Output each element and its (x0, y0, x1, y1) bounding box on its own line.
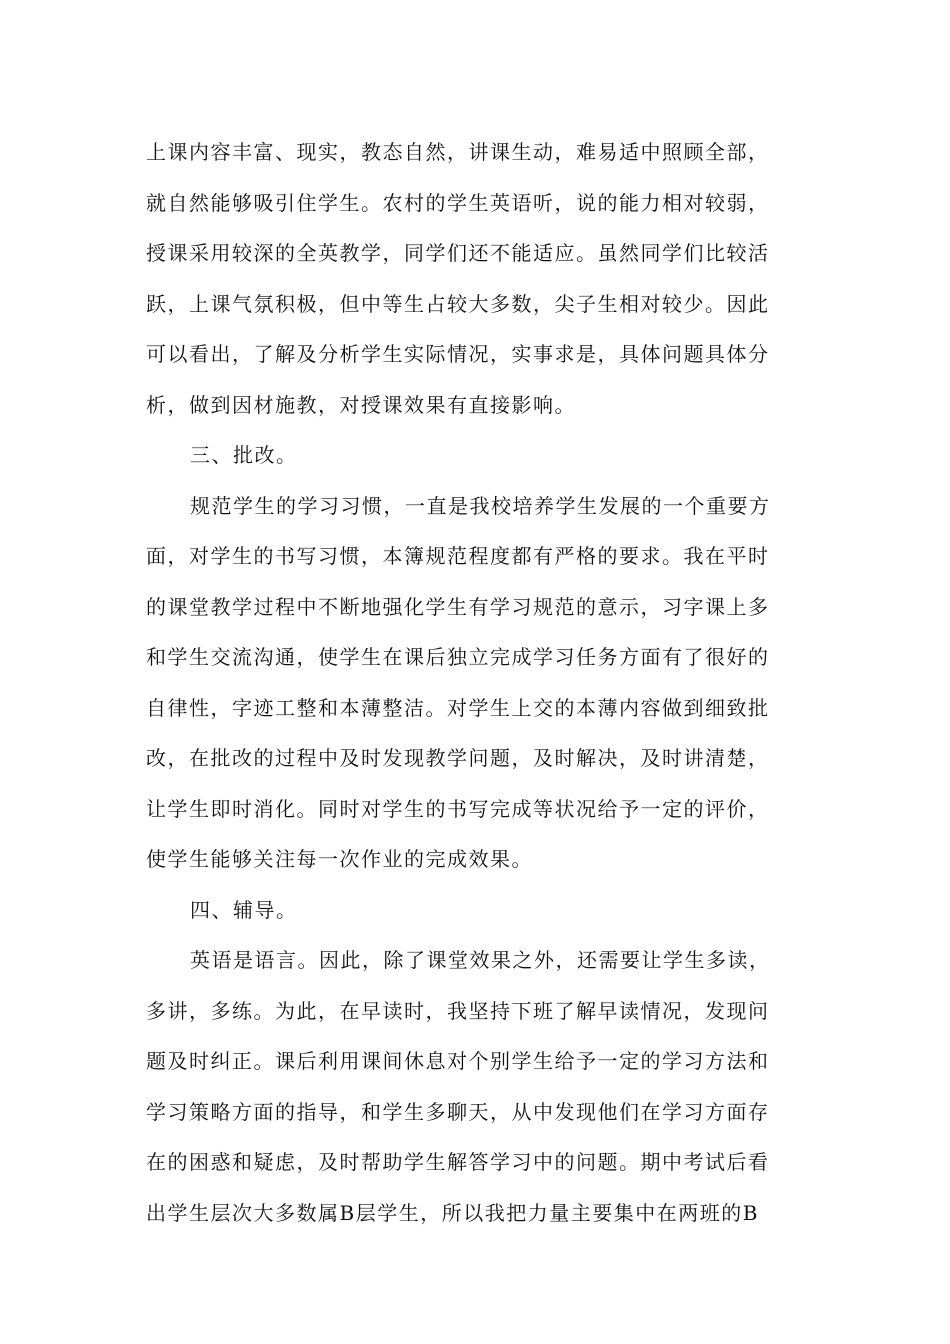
text-line: 析，做到因材施教，对授课效果有直接影响。 (146, 392, 576, 417)
text-line: 上课内容丰富、现实，教态自然，讲课生动，难易适中照顾全部， (146, 140, 770, 164)
text-line: 自律性，字迹工整和本薄整洁。对学生上交的本薄内容做到细致批 (146, 695, 770, 720)
text-line: 学习策略方面的指导，和学生多聊天，从中发现他们在学习方面存 (146, 1099, 770, 1124)
text-line: 和学生交流沟通，使学生在课后独立完成学习任务方面有了很好的 (146, 645, 770, 669)
document-body (146, 134, 806, 1245)
paragraph-first-line: 规范学生的学习习惯，一直是我校培养学生发展的一个重要方 (190, 493, 771, 518)
section-heading: 四、辅导。 (190, 897, 298, 922)
text-line: 就自然能够吸引住学生。农村的学生英语听，说的能力相对较弱， (146, 190, 770, 215)
section-heading: 三、批改。 (190, 443, 298, 467)
text-line: 改，在批改的过程中及时发现教学问题，及时解决，及时讲清楚， (146, 746, 770, 770)
text-line: 让学生即时消化。同时对学生的书写完成等状况给予一定的评价， (146, 796, 770, 821)
text-line: 可以看出，了解及分析学生实际情况，实事求是，具体问题具体分 (146, 342, 770, 366)
text-line: 面，对学生的书写习惯，本簿规范程度都有严格的要求。我在平时 (146, 544, 770, 568)
text-line: 跃，上课气氛积极，但中等生占较大多数，尖子生相对较少。因此 (146, 291, 770, 316)
text-line: 授课采用较深的全英教学，同学们还不能适应。虽然同学们比较活 (146, 241, 770, 265)
text-line: 在的困惑和疑虑，及时帮助学生解答学习中的问题。期中考试后看 (146, 1150, 770, 1174)
text-line: 使学生能够关注每一次作业的完成效果。 (146, 847, 533, 871)
text-line: 题及时纠正。课后利用课间休息对个别学生给予一定的学习方法和 (146, 1049, 770, 1073)
text-line: 出学生层次大多数属B层学生，所以我把力量主要集中在两班的B (146, 1200, 759, 1225)
text-line: 的课堂教学过程中不断地强化学生有学习规范的意示，习字课上多 (146, 594, 770, 619)
paragraph-first-line: 英语是语言。因此，除了课堂效果之外，还需要让学生多读， (190, 948, 771, 972)
text-line: 多讲，多练。为此，在早读时，我坚持下班了解早读情况，发现问 (146, 998, 770, 1023)
